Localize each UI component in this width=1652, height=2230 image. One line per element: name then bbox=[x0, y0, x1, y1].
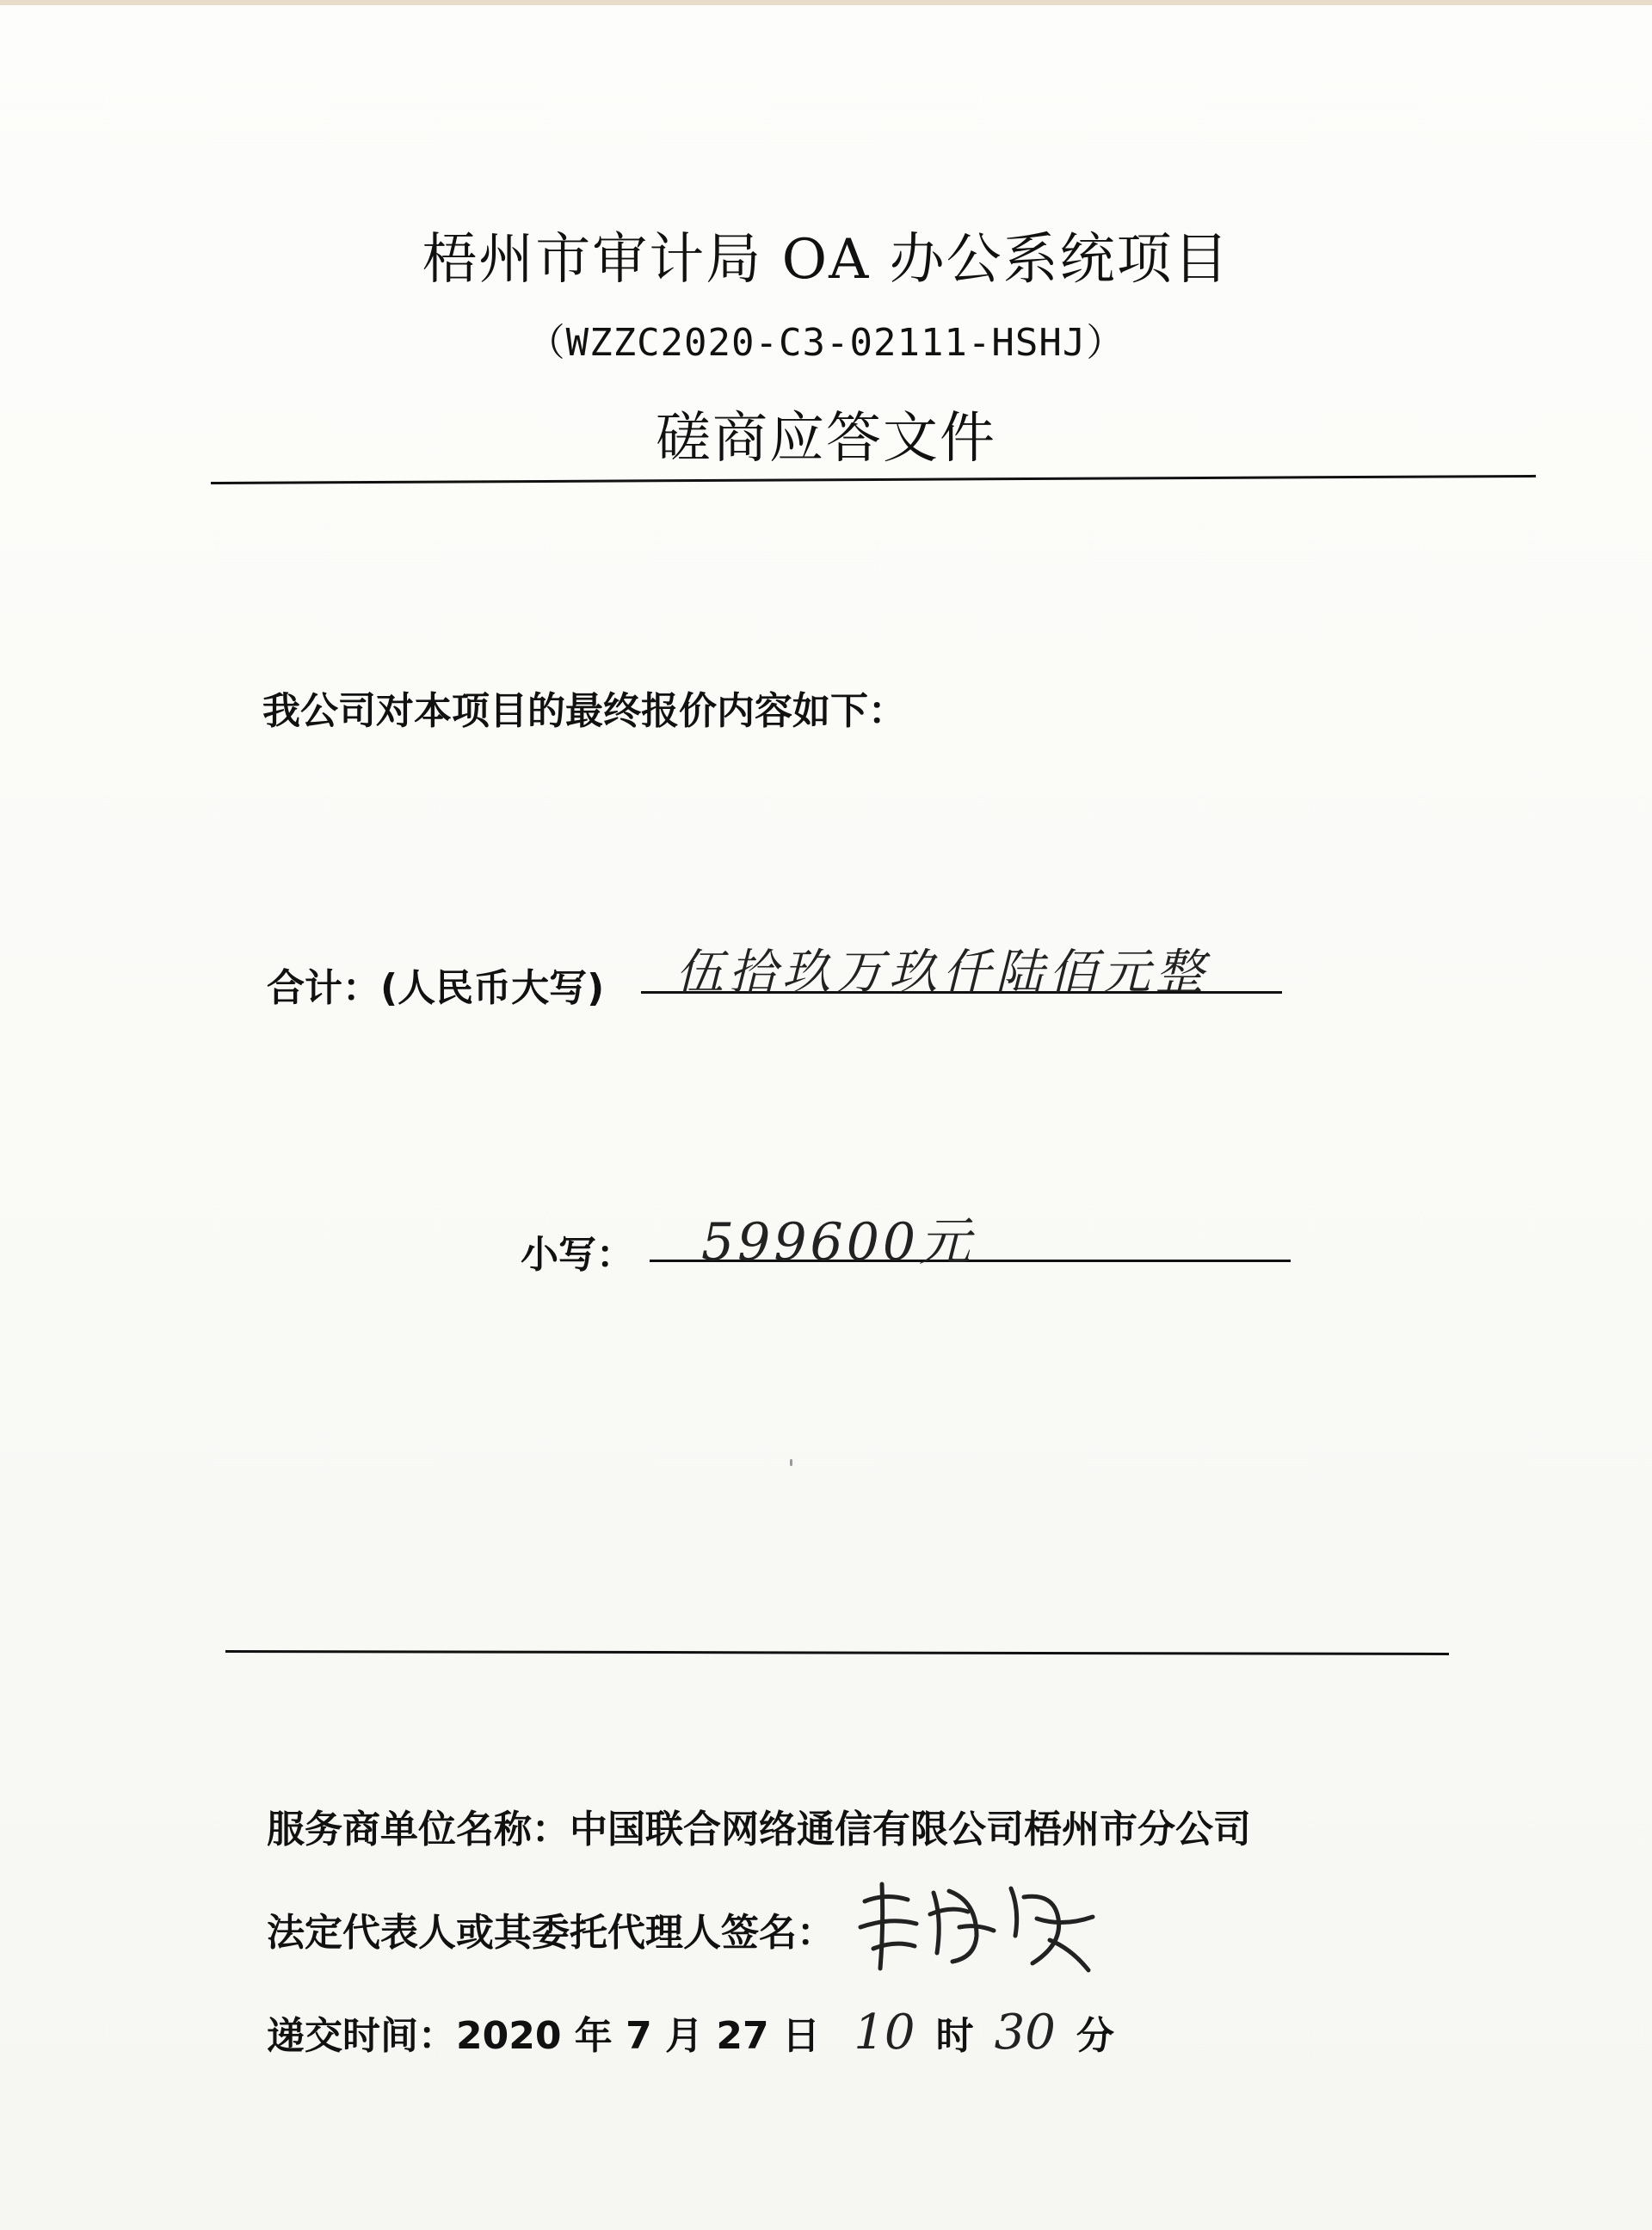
submit-day: 27 bbox=[716, 2014, 769, 2058]
total-amount-handwritten: 伍拾玖万玖仟陆佰元整 bbox=[675, 945, 1209, 1001]
project-code: （WZZC2020-C3-02111-HSHJ） bbox=[527, 321, 1125, 365]
header-divider bbox=[211, 475, 1536, 484]
signer-label: 法定代表人或其委托代理人签名： bbox=[267, 1911, 835, 1955]
small-amount-handwritten: 599600元 bbox=[701, 1212, 975, 1272]
month-unit: 月 bbox=[665, 2014, 704, 2058]
paper-top-edge bbox=[0, 0, 1652, 5]
small-amount-field bbox=[650, 1204, 1291, 1272]
provider-label: 服务商单位名称： bbox=[267, 1808, 570, 1851]
total-label: 合计：(人民币大写) bbox=[267, 966, 605, 1010]
intro-text: 我公司对本项目的最终报价内容如下： bbox=[262, 689, 906, 733]
provider-line bbox=[267, 1798, 1251, 1853]
small-amount-label: 小写： bbox=[521, 1233, 634, 1277]
handwritten-signature bbox=[848, 1867, 1106, 1979]
submit-time-line bbox=[267, 2005, 1114, 2061]
total-amount-field bbox=[641, 939, 1282, 1001]
submit-year: 2020 bbox=[456, 2014, 562, 2058]
submit-month: 7 bbox=[626, 2014, 652, 2058]
submit-hour-handwritten: 10 bbox=[854, 2005, 915, 2061]
year-unit: 年 bbox=[574, 2014, 613, 2058]
paper-speck bbox=[790, 1459, 792, 1466]
submit-time-label: 递交时间： bbox=[267, 2014, 456, 2058]
hour-unit: 时 bbox=[935, 2014, 974, 2058]
submit-minute-handwritten: 30 bbox=[994, 2005, 1056, 2061]
minute-unit: 分 bbox=[1076, 2014, 1114, 2058]
provider-name: 中国联合网络通信有限公司梧州市分公司 bbox=[570, 1808, 1251, 1851]
day-unit: 日 bbox=[781, 2014, 820, 2058]
document-type: 磋商应答文件 bbox=[656, 407, 996, 471]
footer-divider bbox=[225, 1650, 1449, 1655]
document-title: 梧州市审计局 OA 办公系统项目 bbox=[422, 228, 1230, 292]
